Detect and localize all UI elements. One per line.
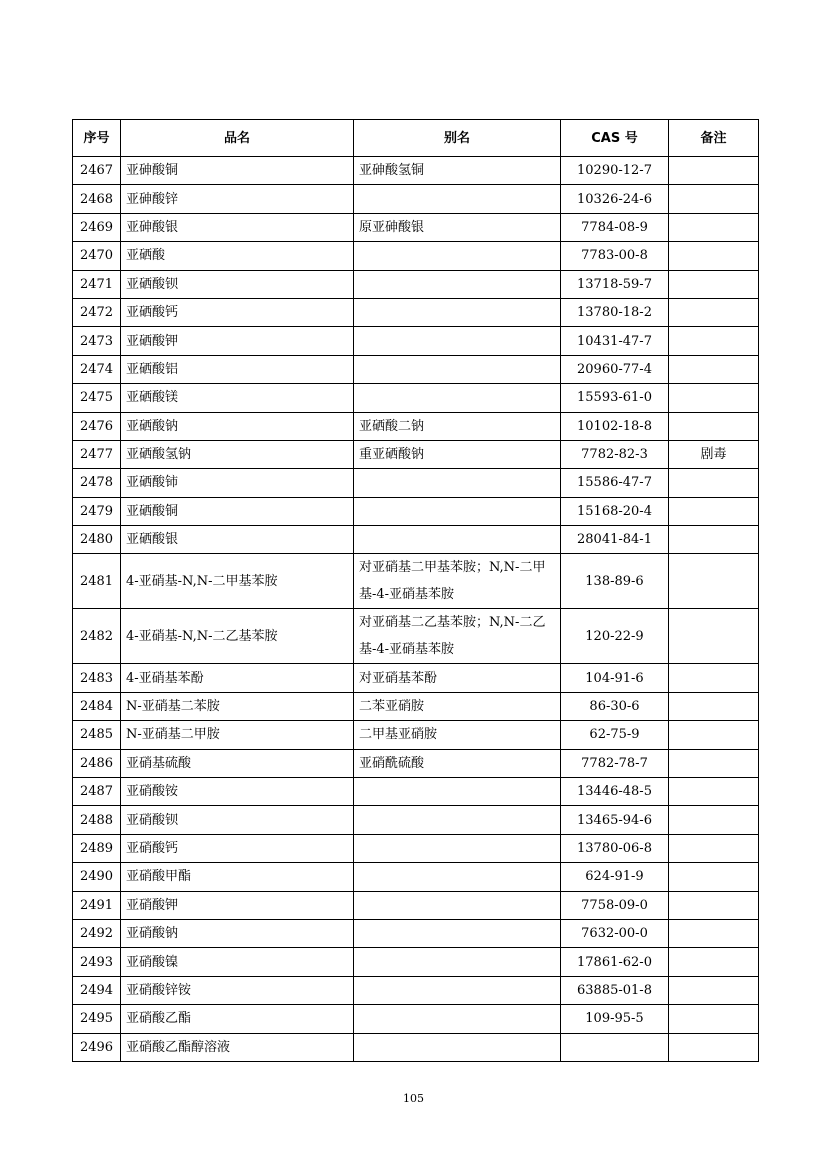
cell-remarks (669, 327, 759, 355)
cell-cas-number: 13446-48-5 (561, 778, 669, 806)
cell-serial-number: 2472 (73, 298, 121, 326)
cell-serial-number: 2494 (73, 976, 121, 1004)
cell-product-name: 亚硒酸镁 (121, 384, 354, 412)
table-row (73, 948, 759, 976)
cell-alias: 亚硝酰硫酸 (354, 749, 561, 777)
cell-remarks (669, 891, 759, 919)
cell-serial-number: 2493 (73, 948, 121, 976)
cell-alias: 二苯亚硝胺 (354, 692, 561, 720)
cell-serial-number: 2474 (73, 355, 121, 383)
cell-remarks (669, 778, 759, 806)
cell-alias (354, 497, 561, 525)
cell-cas-number: 15168-20-4 (561, 497, 669, 525)
cell-alias (354, 948, 561, 976)
cell-alias (354, 778, 561, 806)
cell-serial-number: 2470 (73, 242, 121, 270)
cell-product-name: 亚硒酸氢钠 (121, 440, 354, 468)
cell-remarks (669, 213, 759, 241)
cell-alias (354, 863, 561, 891)
cell-cas-number: 10431-47-7 (561, 327, 669, 355)
cell-alias (354, 806, 561, 834)
cell-alias (354, 1005, 561, 1033)
cell-alias (354, 526, 561, 554)
cell-alias: 亚砷酸氢铜 (354, 157, 561, 185)
table-row (73, 1005, 759, 1033)
cell-cas-number: 7784-08-9 (561, 213, 669, 241)
chemical-list-table (72, 119, 759, 1062)
cell-remarks (669, 919, 759, 947)
cell-alias: 亚硒酸二钠 (354, 412, 561, 440)
cell-remarks (669, 948, 759, 976)
cell-cas-number: 109-95-5 (561, 1005, 669, 1033)
cell-cas-number: 7782-82-3 (561, 440, 669, 468)
cell-cas-number: 7782-78-7 (561, 749, 669, 777)
table-row (73, 976, 759, 1004)
cell-cas-number: 10290-12-7 (561, 157, 669, 185)
cell-remarks (669, 469, 759, 497)
table-row (73, 834, 759, 862)
cell-serial-number: 2483 (73, 664, 121, 692)
cell-product-name: 亚硝酸钾 (121, 891, 354, 919)
cell-alias: 对亚硝基二甲基苯胺；N,N-二甲基-4-亚硝基苯胺 (354, 554, 561, 609)
cell-cas-number: 120-22-9 (561, 609, 669, 664)
cell-serial-number: 2495 (73, 1005, 121, 1033)
cell-alias (354, 298, 561, 326)
cell-remarks (669, 384, 759, 412)
cell-serial-number: 2488 (73, 806, 121, 834)
cell-serial-number: 2475 (73, 384, 121, 412)
cell-serial-number: 2479 (73, 497, 121, 525)
cell-product-name: 亚硒酸铈 (121, 469, 354, 497)
cell-product-name: 亚硝酸锌铵 (121, 976, 354, 1004)
cell-remarks (669, 834, 759, 862)
cell-product-name: 亚砷酸银 (121, 213, 354, 241)
cell-remarks (669, 412, 759, 440)
cell-cas-number: 7632-00-0 (561, 919, 669, 947)
cell-cas-number: 13465-94-6 (561, 806, 669, 834)
page-number: 105 (403, 1092, 424, 1105)
cell-product-name: 4-亚硝基苯酚 (121, 664, 354, 692)
cell-remarks (669, 497, 759, 525)
cell-product-name: 亚硝酸钙 (121, 834, 354, 862)
cell-remarks: 剧毒 (669, 440, 759, 468)
table-row (73, 185, 759, 213)
cell-serial-number: 2477 (73, 440, 121, 468)
cell-cas-number: 62-75-9 (561, 721, 669, 749)
cell-cas-number: 138-89-6 (561, 554, 669, 609)
cell-serial-number: 2490 (73, 863, 121, 891)
cell-serial-number: 2486 (73, 749, 121, 777)
table-row (73, 412, 759, 440)
cell-product-name: 亚硒酸钙 (121, 298, 354, 326)
cell-alias (354, 834, 561, 862)
cell-remarks (669, 721, 759, 749)
cell-remarks (669, 609, 759, 664)
cell-product-name: N-亚硝基二甲胺 (121, 721, 354, 749)
cell-product-name: 亚硝酸乙酯醇溶液 (121, 1033, 354, 1061)
cell-serial-number: 2491 (73, 891, 121, 919)
cell-cas-number: 15593-61-0 (561, 384, 669, 412)
cell-remarks (669, 242, 759, 270)
cell-product-name: N-亚硝基二苯胺 (121, 692, 354, 720)
table-row (73, 355, 759, 383)
cell-serial-number: 2482 (73, 609, 121, 664)
cell-remarks (669, 185, 759, 213)
cell-product-name: 亚硝酸乙酯 (121, 1005, 354, 1033)
cell-serial-number: 2480 (73, 526, 121, 554)
cell-serial-number: 2481 (73, 554, 121, 609)
table-row (73, 749, 759, 777)
cell-alias (354, 384, 561, 412)
cell-cas-number: 10102-18-8 (561, 412, 669, 440)
table-row (73, 440, 759, 468)
cell-cas-number: 13780-06-8 (561, 834, 669, 862)
cell-serial-number: 2485 (73, 721, 121, 749)
header-remarks: 备注 (669, 120, 759, 157)
cell-product-name: 亚硝酸镍 (121, 948, 354, 976)
cell-product-name: 亚硝酸铵 (121, 778, 354, 806)
cell-remarks (669, 806, 759, 834)
table-row (73, 609, 759, 664)
cell-serial-number: 2468 (73, 185, 121, 213)
cell-serial-number: 2467 (73, 157, 121, 185)
table-row (73, 919, 759, 947)
table-row (73, 298, 759, 326)
header-alias: 别名 (354, 120, 561, 157)
cell-remarks (669, 526, 759, 554)
cell-cas-number: 86-30-6 (561, 692, 669, 720)
cell-cas-number: 104-91-6 (561, 664, 669, 692)
table-row (73, 806, 759, 834)
table-row (73, 891, 759, 919)
cell-remarks (669, 664, 759, 692)
cell-alias (354, 976, 561, 1004)
cell-serial-number: 2487 (73, 778, 121, 806)
cell-remarks (669, 355, 759, 383)
cell-cas-number: 63885-01-8 (561, 976, 669, 1004)
cell-alias: 原亚砷酸银 (354, 213, 561, 241)
cell-product-name: 亚硝酸甲酯 (121, 863, 354, 891)
cell-product-name: 亚硒酸铝 (121, 355, 354, 383)
cell-product-name: 亚硒酸银 (121, 526, 354, 554)
cell-remarks (669, 749, 759, 777)
table-row (73, 242, 759, 270)
table-header-row (73, 120, 759, 157)
table-row (73, 863, 759, 891)
cell-cas-number: 20960-77-4 (561, 355, 669, 383)
cell-product-name: 亚硒酸 (121, 242, 354, 270)
cell-cas-number: 7758-09-0 (561, 891, 669, 919)
cell-serial-number: 2496 (73, 1033, 121, 1061)
cell-serial-number: 2492 (73, 919, 121, 947)
cell-product-name: 亚硝基硫酸 (121, 749, 354, 777)
table-body (73, 157, 759, 1062)
cell-remarks (669, 270, 759, 298)
table-row (73, 554, 759, 609)
cell-serial-number: 2478 (73, 469, 121, 497)
cell-serial-number: 2489 (73, 834, 121, 862)
cell-remarks (669, 976, 759, 1004)
cell-alias (354, 891, 561, 919)
cell-serial-number: 2473 (73, 327, 121, 355)
cell-remarks (669, 692, 759, 720)
cell-alias: 对亚硝基苯酚 (354, 664, 561, 692)
cell-product-name: 亚砷酸铜 (121, 157, 354, 185)
table-row (73, 469, 759, 497)
cell-cas-number: 624-91-9 (561, 863, 669, 891)
cell-alias (354, 469, 561, 497)
cell-alias (354, 355, 561, 383)
table-row (73, 157, 759, 185)
cell-remarks (669, 1005, 759, 1033)
cell-alias: 重亚硒酸钠 (354, 440, 561, 468)
cell-remarks (669, 298, 759, 326)
header-serial-number: 序号 (73, 120, 121, 157)
cell-product-name: 4-亚硝基-N,N-二甲基苯胺 (121, 554, 354, 609)
cell-remarks (669, 554, 759, 609)
cell-serial-number: 2484 (73, 692, 121, 720)
cell-alias (354, 919, 561, 947)
cell-product-name: 亚硒酸钡 (121, 270, 354, 298)
cell-alias (354, 270, 561, 298)
cell-product-name: 亚硝酸钠 (121, 919, 354, 947)
cell-product-name: 4-亚硝基-N,N-二乙基苯胺 (121, 609, 354, 664)
table-row (73, 692, 759, 720)
table-row (73, 327, 759, 355)
cell-serial-number: 2471 (73, 270, 121, 298)
cell-product-name: 亚硒酸铜 (121, 497, 354, 525)
cell-alias (354, 327, 561, 355)
cell-alias (354, 185, 561, 213)
header-product-name: 品名 (121, 120, 354, 157)
cell-product-name: 亚砷酸锌 (121, 185, 354, 213)
cell-cas-number: 13780-18-2 (561, 298, 669, 326)
table-row (73, 664, 759, 692)
cell-remarks (669, 157, 759, 185)
cell-cas-number: 10326-24-6 (561, 185, 669, 213)
table-row (73, 526, 759, 554)
cell-serial-number: 2476 (73, 412, 121, 440)
cell-cas-number (561, 1033, 669, 1061)
table-row (73, 213, 759, 241)
table-row (73, 497, 759, 525)
table-row (73, 721, 759, 749)
cell-remarks (669, 1033, 759, 1061)
cell-alias: 二甲基亚硝胺 (354, 721, 561, 749)
table-row (73, 1033, 759, 1061)
cell-serial-number: 2469 (73, 213, 121, 241)
cell-remarks (669, 863, 759, 891)
table-row (73, 778, 759, 806)
cell-alias (354, 242, 561, 270)
table-row (73, 384, 759, 412)
cell-alias (354, 1033, 561, 1061)
cell-cas-number: 13718-59-7 (561, 270, 669, 298)
header-cas-number: CAS 号 (561, 120, 669, 157)
cell-product-name: 亚硝酸钡 (121, 806, 354, 834)
cell-product-name: 亚硒酸钠 (121, 412, 354, 440)
cell-alias: 对亚硝基二乙基苯胺；N,N-二乙基-4-亚硝基苯胺 (354, 609, 561, 664)
cell-product-name: 亚硒酸钾 (121, 327, 354, 355)
cell-cas-number: 28041-84-1 (561, 526, 669, 554)
table-row (73, 270, 759, 298)
cell-cas-number: 17861-62-0 (561, 948, 669, 976)
cell-cas-number: 15586-47-7 (561, 469, 669, 497)
cell-cas-number: 7783-00-8 (561, 242, 669, 270)
